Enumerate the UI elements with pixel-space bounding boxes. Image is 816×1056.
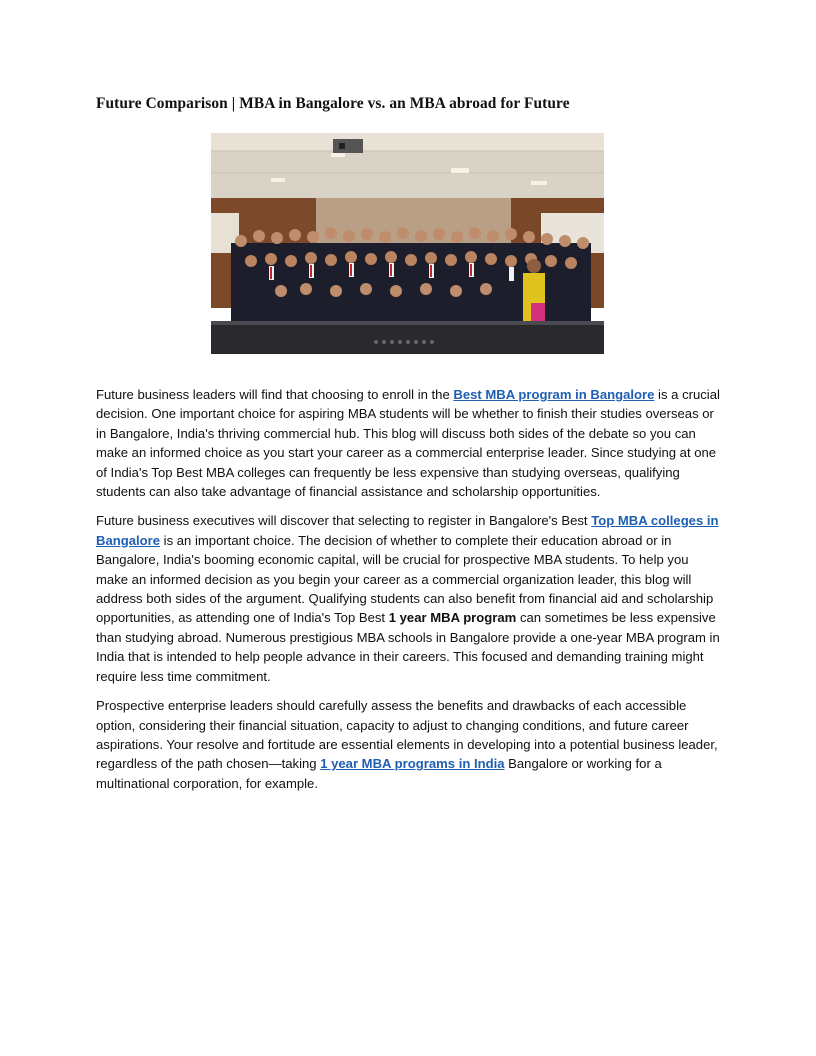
bold-1-year-mba-program: 1 year MBA program	[388, 610, 517, 626]
link-best-mba-program-bangalore[interactable]: Best MBA program in Bangalore	[453, 387, 655, 402]
paragraph-3: Prospective enterprise leaders should carefully assess the benefits and drawbacks of each accessible option, considering their financial situation, capacity to adjust to changing conditions, and future career aspirations. Your resolve and fortitude are essential elements in developing into a potential business leader, regardless of the path chosen—taking 1 year MBA programs in India Bangalore or working for a multinational corporation, for example.	[96, 698, 718, 791]
page-title: Future Comparison | MBA in Bangalore vs. an MBA abroad for Future	[96, 95, 570, 112]
paragraph-1: Future business leaders will find that choosing to enroll in the Best MBA program in Bangalore is a crucial decision. One important choice for aspiring MBA students will be whether to finish their studies overseas or in Bangalore, India's thriving commercial hub. This blog will discuss both sides of the debate so you can make an informed choice as you start your career as a commercial enterprise leader. Since studying at one of India's Top Best MBA colleges can frequently be less expensive than studying overseas, qualifying students can also take advantage of financial assistance and scholarship opportunities.	[96, 387, 720, 500]
link-1-year-mba-programs-india[interactable]: 1 year MBA programs in India	[320, 756, 505, 772]
group-photo	[211, 133, 604, 354]
paragraph-2: Future business executives will discover that selecting to register in Bangalore's Best Top MBA colleges in Bangalore is an important choice. The decision of whether to complete their education abroad or in Bangalore, India's booming economic capital, will be crucial for prospective MBA students. To help you make an informed decision as you begin your career as a commercial organization leader, this blog will address both sides of the argument. Qualifying students can also benefit from financial aid and scholarship opportunities, as attending one of India's Top Best 1 year MBA program can sometimes be less expensive than studying abroad. Numerous prestigious MBA schools in Bangalore provide a one-year MBA program in India that is intended to help people advance in their careers. This focused and demanding training might require less time commitment.	[96, 513, 720, 684]
article-body	[96, 385, 722, 803]
link-top-mba-colleges-bangalore[interactable]: Top MBA colleges in Bangalore	[96, 513, 719, 548]
